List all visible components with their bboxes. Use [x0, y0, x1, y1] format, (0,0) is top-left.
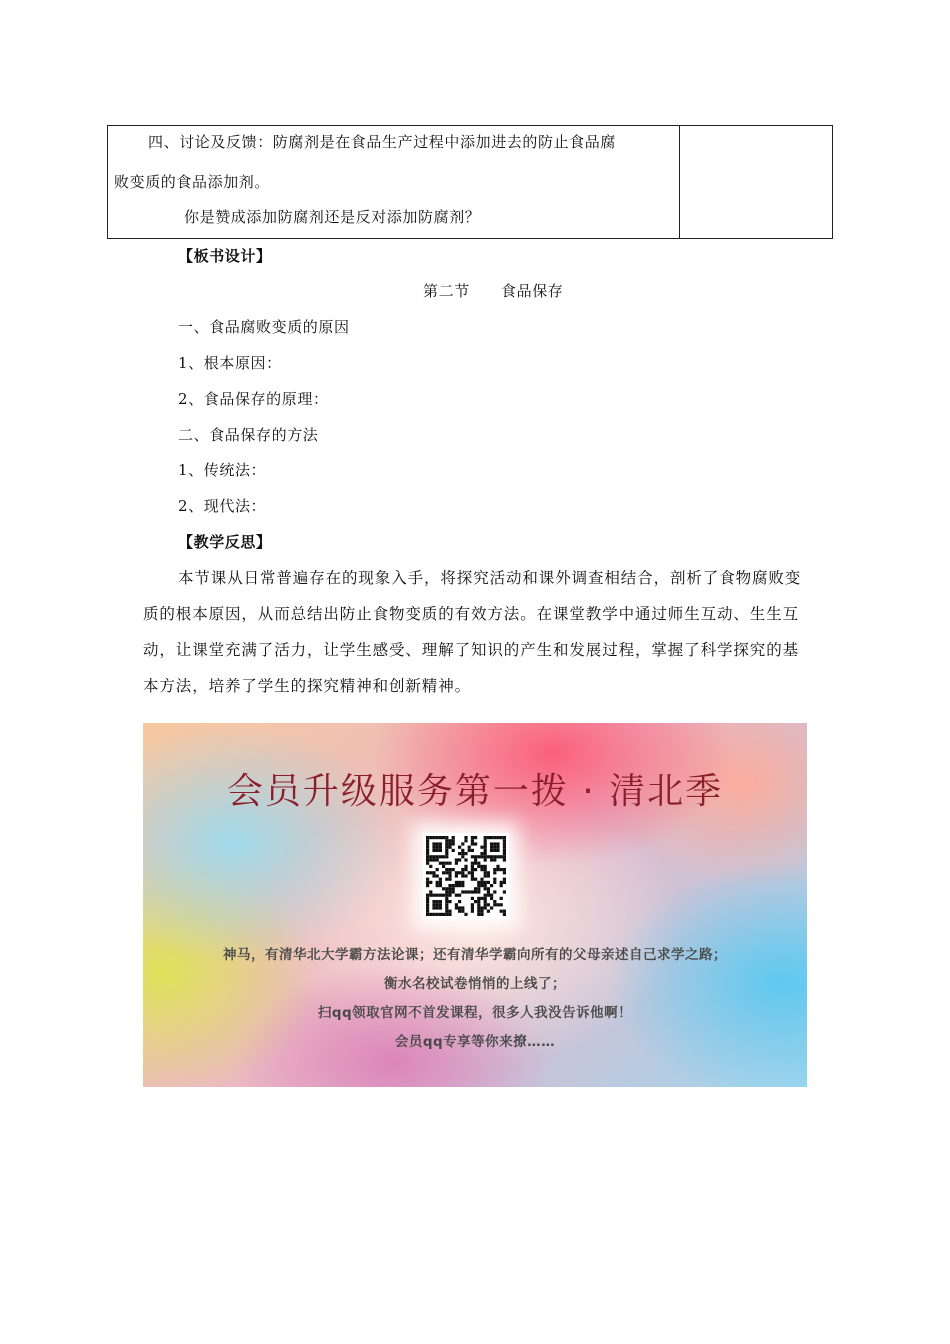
board-item-6: 2、现代法： — [178, 497, 267, 515]
empty-cell — [680, 126, 832, 238]
discussion-table — [107, 125, 833, 239]
discussion-line-3: 你是赞成添加防腐剂还是反对添加防腐剂？ — [184, 208, 481, 226]
discussion-line-1: 四、讨论及反馈：防腐剂是在食品生产过程中添加进去的防止食品腐 — [148, 133, 617, 151]
board-item-1: 一、食品腐败变质的原因 — [178, 318, 350, 336]
board-item-3: 2、食品保存的原理： — [178, 390, 329, 408]
board-design-heading: 【板书设计】 — [178, 247, 272, 265]
discussion-cell — [108, 126, 680, 238]
banner-line-2: 衡水名校试卷悄悄的上线了； — [384, 976, 566, 992]
reflection-heading: 【教学反思】 — [178, 533, 272, 551]
board-item-5: 1、传统法： — [178, 461, 267, 479]
banner-line-1: 神马，有清华北大学霸方法论课；还有清华学霸向所有的父母亲述自己求学之路； — [223, 947, 727, 963]
banner-line-3: 扫qq领取官网不首发课程，很多人我没告诉他啊！ — [317, 1005, 633, 1021]
banner-line-4: 会员qq专享等你来撩…… — [394, 1034, 556, 1050]
board-design-title: 第二节 食品保存 — [423, 282, 564, 300]
board-item-4: 二、食品保存的方法 — [178, 426, 319, 444]
promo-banner — [143, 723, 807, 1087]
discussion-line-2: 败变质的食品添加剂。 — [114, 173, 271, 191]
qr-code-icon — [423, 833, 509, 919]
board-item-2: 1、根本原因： — [178, 354, 282, 372]
banner-title: 会员升级服务第一拨 · 清北季 — [226, 771, 724, 812]
reflection-paragraph: 本节课从日常普遍存在的现象入手，将探究活动和课外调查相结合，剖析了食物腐败变质的根本原因，从而总结出防止食物变质的有效方法。在课堂教学中通过师生互动、生生互动，让课堂充满了活力，让学生感受、理解了知识的产生和发展过程，掌握了科学探究的基本方法，培养了学生的探究精神和创新精神。 — [143, 569, 802, 695]
